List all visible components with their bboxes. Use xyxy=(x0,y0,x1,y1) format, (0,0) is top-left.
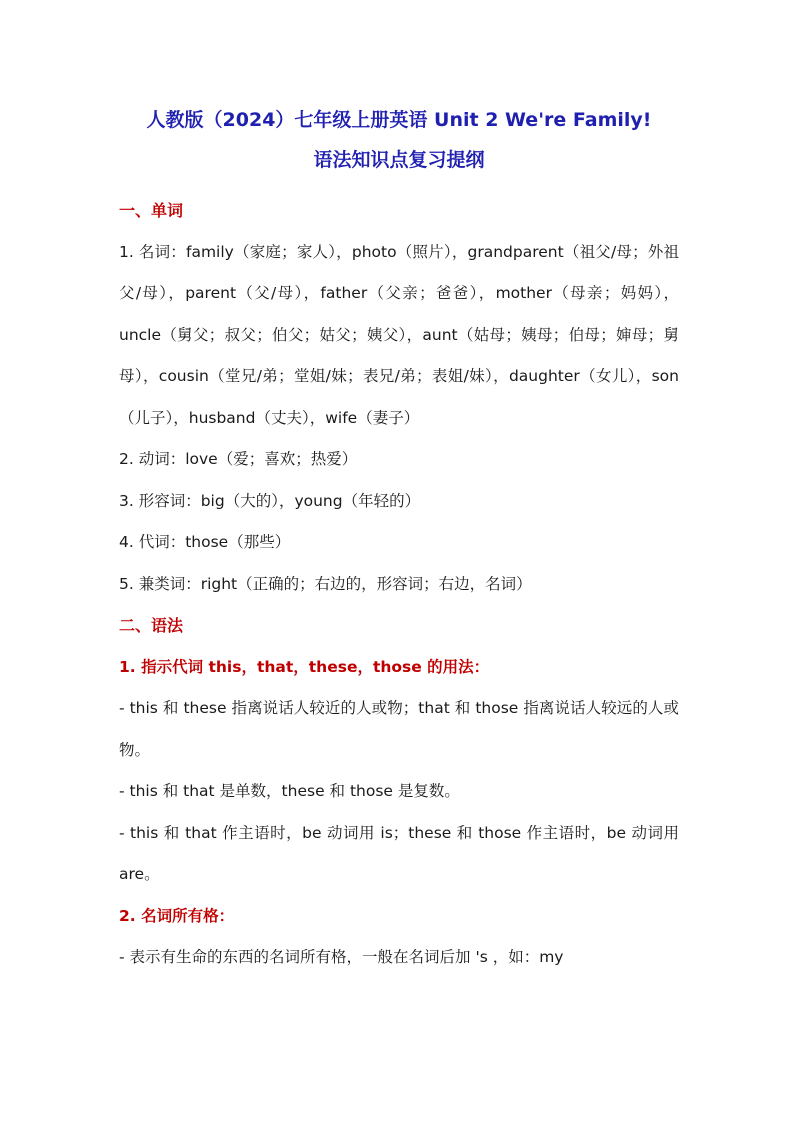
document-page xyxy=(119,100,679,979)
demonstratives-rule-3: - this 和 that 作主语时，be 动词用 is；these 和 those 作主语时，be 动词用 are。 xyxy=(119,823,679,883)
subheading-demonstratives: 1. 指示代词 this，that，these，those 的用法： xyxy=(119,657,490,676)
vocab-adjectives: 3. 形容词：big（大的），young（年轻的） xyxy=(119,491,421,510)
possessive-rule-1: - 表示有生命的东西的名词所有格，一般在名词后加 's ，如：my xyxy=(119,948,564,966)
section-heading-vocabulary: 一、单词 xyxy=(119,201,184,220)
section-heading-grammar: 二、语法 xyxy=(119,616,184,635)
subheading-possessive: 2. 名词所有格： xyxy=(119,906,235,925)
vocab-nouns: 1. 名词：family（家庭；家人），photo（照片），grandparent（祖父/母；外祖父/母），parent（父/母），father（父亲；爸爸），mother（母亲；妈妈），uncle（舅父；叔父；伯父；姑父；姨父），aunt（姑母；姨母；伯母；婶母；舅母），cousin（堂兄/弟；堂姐/妹；表兄/弟；表姐/妹），daughter（女儿），son（儿子），husband（丈夫），wife（妻子） xyxy=(119,242,679,427)
section-grammar xyxy=(119,605,679,979)
section-vocabulary xyxy=(119,190,679,605)
document-title: 人教版（2024）七年级上册英语 Unit 2 We're Family! xyxy=(146,109,652,131)
demonstratives-rule-1: - this 和 these 指离说话人较近的人或物；that 和 those 指离说话人较远的人或物。 xyxy=(119,699,679,759)
vocab-multi-class: 5. 兼类词：right（正确的；右边的，形容词；右边，名词） xyxy=(119,574,532,593)
grammar-demonstratives xyxy=(119,647,679,896)
document-subtitle: 语法知识点复习提纲 xyxy=(313,149,485,171)
vocab-pronouns: 4. 代词：those（那些） xyxy=(119,533,291,551)
demonstratives-rule-2: - this 和 that 是单数，these 和 those 是复数。 xyxy=(119,782,460,800)
grammar-possessive xyxy=(119,896,679,979)
vocab-verbs: 2. 动词：love（爱；喜欢；热爱） xyxy=(119,450,358,468)
